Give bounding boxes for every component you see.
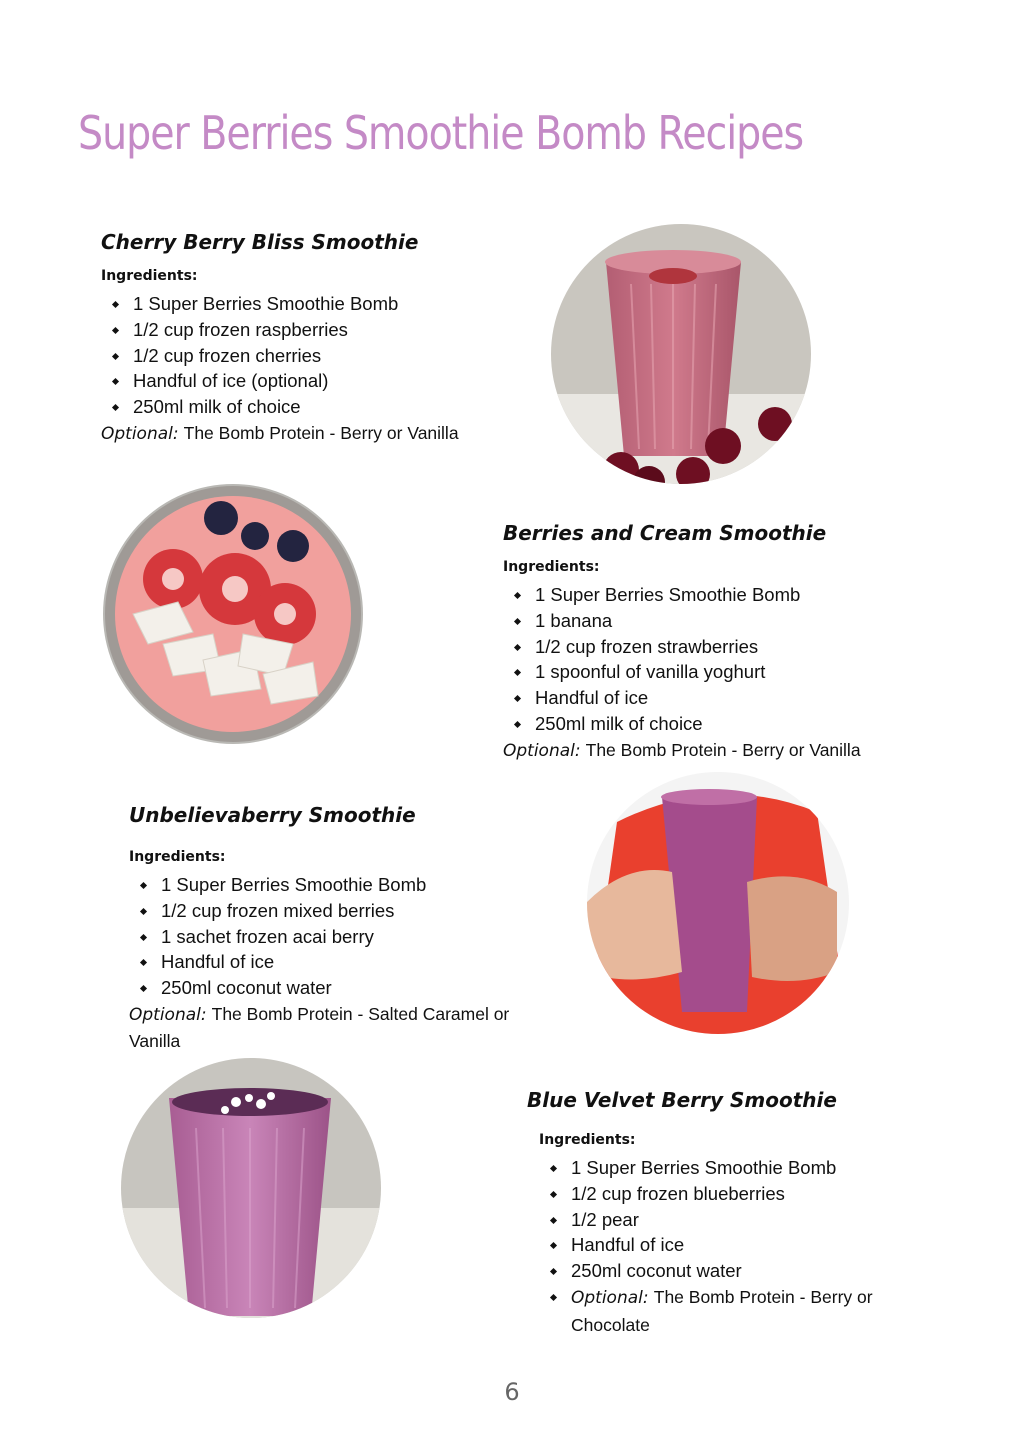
list-item: 250ml milk of choice — [513, 711, 923, 737]
list-item: 1 sachet frozen acai berry — [139, 924, 559, 950]
bullet-icon — [550, 1242, 557, 1249]
list-item: 1 Super Berries Smoothie Bomb — [513, 582, 923, 608]
recipe-title: Unbelievaberry Smoothie — [129, 803, 416, 827]
list-item: 1 Super Berries Smoothie Bomb — [111, 291, 571, 317]
recipe-unbelievaberry — [129, 803, 559, 1054]
recipe-title: Berries and Cream Smoothie — [503, 521, 827, 545]
optional-text: The Bomb Protein - Berry or Chocolate — [571, 1286, 873, 1335]
recipe-blue-velvet-berry — [527, 1088, 927, 1339]
smoothie-glass-illustration — [121, 1058, 381, 1318]
bullet-icon — [140, 934, 147, 941]
list-item: 1/2 cup frozen strawberries — [513, 634, 923, 660]
bullet-icon — [514, 695, 521, 702]
list-item: 1/2 cup frozen cherries — [111, 343, 571, 369]
list-item: 1/2 cup frozen raspberries — [111, 317, 571, 343]
page-title: Super Berries Smoothie Bomb Recipes — [78, 106, 804, 160]
page-number: 6 — [504, 1378, 520, 1406]
recipe-title: Blue Velvet Berry Smoothie — [527, 1088, 837, 1112]
bullet-icon — [112, 301, 119, 308]
bullet-icon — [140, 908, 147, 915]
list-item: 250ml coconut water — [549, 1258, 927, 1284]
list-item: Handful of ice — [513, 685, 923, 711]
optional-note — [503, 737, 923, 764]
optional-label: Optional: — [129, 1004, 207, 1025]
optional-note — [101, 420, 571, 447]
list-item: 1 spoonful of vanilla yoghurt — [513, 659, 923, 685]
bullet-icon — [550, 1191, 557, 1198]
recipe-berries-and-cream — [503, 521, 923, 764]
bullet-icon — [112, 353, 119, 360]
bullet-icon — [112, 404, 119, 411]
smoothie-bowl-illustration — [103, 484, 363, 744]
bullet-icon — [550, 1165, 557, 1172]
list-item: Handful of ice — [139, 949, 559, 975]
ingredient-list — [527, 1155, 927, 1339]
optional-note — [129, 1001, 559, 1054]
bullet-icon — [514, 644, 521, 651]
ingredients-label: Ingredients: — [101, 268, 198, 284]
optional-label: Optional: — [571, 1287, 649, 1308]
optional-label: Optional: — [101, 423, 179, 444]
ingredients-label: Ingredients: — [503, 559, 600, 575]
bullet-icon — [140, 959, 147, 966]
bullet-icon — [140, 985, 147, 992]
list-item: 250ml coconut water — [139, 975, 559, 1001]
list-item: 1 Super Berries Smoothie Bomb — [139, 872, 559, 898]
berries-cream-photo — [103, 484, 363, 744]
optional-text: The Bomb Protein - Berry or Vanilla — [183, 422, 459, 443]
bullet-icon — [550, 1217, 557, 1224]
recipe-cherry-berry-bliss — [101, 230, 571, 447]
bullet-icon — [514, 592, 521, 599]
list-item: 1/2 pear — [549, 1207, 927, 1233]
recipe-title: Cherry Berry Bliss Smoothie — [101, 230, 419, 254]
list-item: 250ml milk of choice — [111, 394, 571, 420]
list-item — [549, 1284, 927, 1339]
list-item: 1 Super Berries Smoothie Bomb — [549, 1155, 927, 1181]
bullet-icon — [514, 721, 521, 728]
bullet-icon — [112, 327, 119, 334]
optional-text: The Bomb Protein - Berry or Vanilla — [585, 739, 861, 760]
bullet-icon — [550, 1268, 557, 1275]
blue-velvet-photo — [121, 1058, 381, 1318]
ingredients-label: Ingredients: — [129, 849, 226, 865]
cherry-smoothie-photo — [551, 224, 811, 484]
list-item: Handful of ice (optional) — [111, 368, 571, 394]
bullet-icon — [112, 378, 119, 385]
list-item: 1 banana — [513, 608, 923, 634]
bullet-icon — [514, 669, 521, 676]
ingredient-list — [101, 291, 571, 420]
ingredient-list — [503, 582, 923, 737]
bullet-icon — [550, 1294, 557, 1301]
optional-text: The Bomb Protein - Salted Caramel or Vanilla — [129, 1003, 510, 1051]
ingredients-label: Ingredients: — [539, 1132, 636, 1148]
bullet-icon — [140, 882, 147, 889]
list-item: 1/2 cup frozen blueberries — [549, 1181, 927, 1207]
list-item: Handful of ice — [549, 1232, 927, 1258]
smoothie-glass-illustration — [551, 224, 811, 484]
smoothie-glass-illustration — [587, 772, 849, 1034]
bullet-icon — [514, 618, 521, 625]
list-item: 1/2 cup frozen mixed berries — [139, 898, 559, 924]
unbelievaberry-photo — [587, 772, 849, 1034]
optional-label: Optional: — [503, 740, 581, 761]
ingredient-list — [129, 872, 559, 1001]
